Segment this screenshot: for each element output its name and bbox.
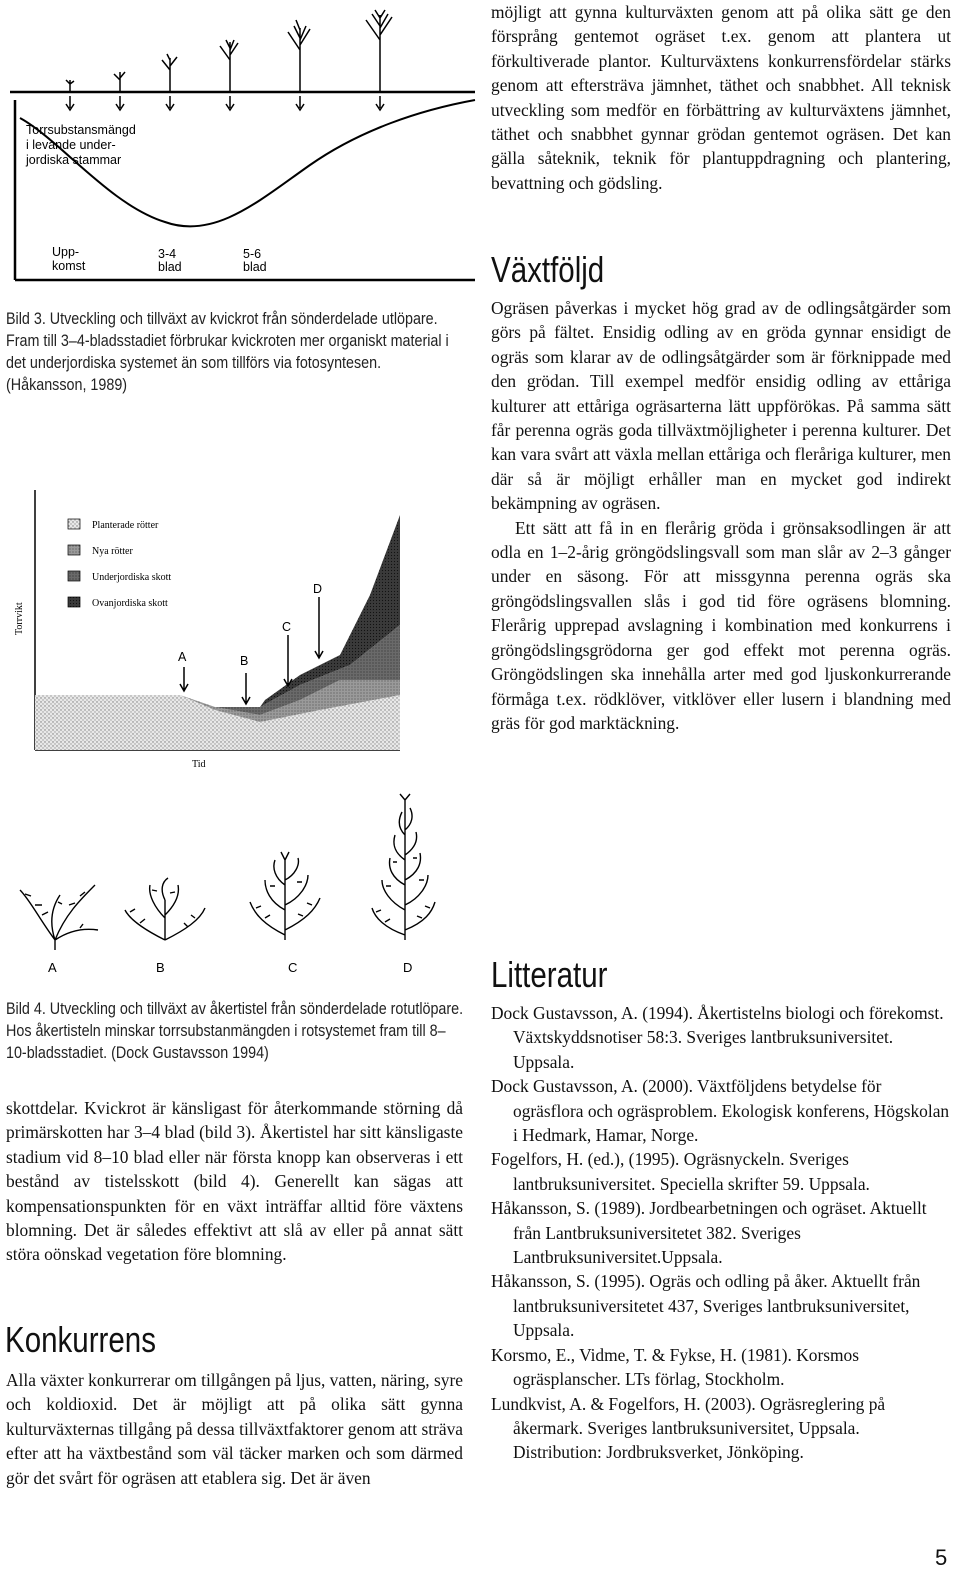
section-litteratur xyxy=(491,955,633,995)
right-column-vaxtfoljd xyxy=(491,296,951,735)
legend-swatch-3 xyxy=(68,571,80,581)
fig4-marker-b: B xyxy=(240,654,249,668)
fig3-label-2: i levande under- xyxy=(26,138,116,152)
arrows xyxy=(66,96,384,110)
legend-label-1: Planterade rötter xyxy=(92,520,159,531)
thistle-drawing xyxy=(20,790,460,980)
reference-item: Håkansson, S. (1995). Ogräs och odling på åker. Aktuellt från lantbruksuniversitetet 437, Sveriges lantbruksuniversitet, Uppsala. xyxy=(491,1271,921,1341)
reference-item: Lundkvist, A. & Fogelfors, H. (2003). Ogräsreglering på åkermark. Sveriges lantbruksuniversitet, Uppsala. Distribution: Jordbruksverket, Jönköping. xyxy=(491,1393,886,1463)
thistle-a xyxy=(20,885,98,950)
sprout-6 xyxy=(366,10,392,92)
plant-label-d: D xyxy=(403,960,413,975)
reference-list xyxy=(491,1001,951,1465)
reference-item: Fogelfors, H. (ed.), (1995). Ogräsnyckeln. Sveriges lantbruksuniversitet. Speciella skrifter 59. Uppsala. xyxy=(491,1149,870,1194)
left-paragraph-1: skottdelar. Kvickrot är känsligast för återkommande störning då primärskotten har 3–4 blad (bild 3). Åkertistel har sitt känsligaste stadium vid 8–10 blad eller när första knopp kan observeras i ett bestånd av tistelsskott (bild 4). Generellt kan sägas att kompensationspunkten för en växt inträffar alltid före växtens blomning. Det är således effektivt att slå av eller på annat sätt störa oönskad vegetation före blomning. xyxy=(6,1098,463,1265)
sprout-row xyxy=(66,10,392,92)
x-tick-uppkomst-2: komst xyxy=(52,259,86,273)
right-paragraph-top: möjligt att gynna kulturväxten genom att på olika sätt ge den försprång gentemot ogräset t.ex. genom att plantera ut förkultiverade plantor. Kulturväxtens konkurrensfördelar stärks genom att eftersträva jämnhet, täthet och snabbhet. All teknisk utveckling som medför en förbättring av kulturväxtens jämnhet, täthet och snabbhet gynnar grödan gentemot ogräsen. Det kan gälla såteknik, teknik för plantuppdragning och plantering, bevattning och gödsling. xyxy=(491,2,951,193)
plant-label-a: A xyxy=(48,960,57,975)
plant-label-b: B xyxy=(156,960,165,975)
figure-4-caption: Bild 4. Utveckling och tillväxt av åkertistel från sönderdelade rotutlöpare. Hos åkertisteln minskar torrsubstanmängden i rotsystemet fram till 8–10-bladsstadiet. (Dock Gustavsson 1994) xyxy=(6,1000,464,1062)
fig3-label-1: Torrsubstansmängd xyxy=(26,123,136,137)
page-number: 5 xyxy=(935,1545,948,1570)
legend-swatch-2 xyxy=(68,545,80,555)
fig4-x-label: Tid xyxy=(192,759,206,770)
sprout-3 xyxy=(162,54,177,92)
fig4-marker-d: D xyxy=(313,582,323,596)
left-column-2 xyxy=(6,1368,463,1490)
figure-4-diagram xyxy=(0,485,460,775)
plant-label-c: C xyxy=(288,960,298,975)
figure-3-caption: Bild 3. Utveckling och tillväxt av kvickrot från sönderdelade utlöpare. Fram till 3–4-bladsstadiet förbrukar kvickroten mer organiskt material i det underjordiska systemet än som tillförs via fotosyntesen. (Håkansson, 1989) xyxy=(6,310,449,394)
x-tick-56-1: 5-6 xyxy=(243,247,262,261)
thistle-c xyxy=(250,852,320,940)
sprout-4 xyxy=(220,40,238,92)
fig3-label-3: jordiska stammar xyxy=(26,153,122,167)
x-tick-56-2: blad xyxy=(243,260,267,274)
fig4-marker-c: C xyxy=(282,620,292,634)
legend-label-3: Underjordiska skott xyxy=(92,572,172,583)
figure-3 xyxy=(10,0,480,290)
reference-item: Korsmo, E., Vidme, T. & Fykse, H. (1981). Korsmos ogräsplanscher. LTs förlag, Stockholm. xyxy=(491,1344,860,1390)
vaxtfoljd-paragraph-1: Ogräsen påverkas i mycket hög grad av de odlingsåtgärder som görs på fältet. Ensidig odling av en gröda gynnar ensidigt de ogräs som klarar av de odlingsåtgärder som är förknippade med den grödan. Till exempel medför ensidig odling av ettåriga kulturer att ettåriga ogräsarterna lätt uppförökas. På samma sätt får perenna ogräs goda tillväxtmöjligheter i perenna kulturer. Det kan vara svårt att växla mellan ettåriga och fleråriga kulturer, men där så är möjligt erhåller man en mycket god indirekt bekämpning av ogräsen. xyxy=(491,298,951,514)
thistle-b xyxy=(125,878,205,940)
fig4-y-label: Torrvikt xyxy=(14,602,25,635)
left-paragraph-2: Alla växter konkurrerar om tillgången på ljus, vatten, näring, syre och koldioxid. Det är möjligt att på olika sätt gynna kulturväxternas tillgång på dessa tillväxtfaktorer genom att sträva efter att ha växtbestånd som väl täcker marken och som därmed gör det svårt för ogräsen att etablera sig. Det är även xyxy=(6,1370,463,1488)
sprout-2 xyxy=(114,72,125,92)
x-tick-34-2: blad xyxy=(158,260,182,274)
figure-4 xyxy=(0,485,460,775)
fig4-marker-a: A xyxy=(178,650,187,664)
reference-item: Dock Gustavsson, A. (1994). Åkertistelns biologi och förekomst. Växtskyddsnotiser 58:3. Sveriges lantbruksuniversitet. Uppsala. xyxy=(491,1003,944,1072)
reference-item: Dock Gustavsson, A. (2000). Växtföljdens betydelse för ogräsflora och ogräsproblem. Ekologisk konferens, Högskolan i Hedmark, Hamar, Norge. xyxy=(491,1076,950,1146)
legend-label-4: Ovanjordiska skott xyxy=(92,598,168,609)
right-column-top xyxy=(491,0,951,195)
vaxtfoljd-paragraph-2: Ett sätt att få in en flerårig gröda i grönsaksodlingen är att odla en 1–2-årig gröngödslingsvall som man slår av 2–3 gånger under en säsong. För att missgynna perenna ogräs ska gröngödslingsvallen slås i god tid före ogräsens blomning. Flerårig upprepad avslagning i kombination med konkurrens i gröngödslingsgrödorna ger god effekt mot perenna ogräs. Gröngödslingen ska innehålla arter med god ljuskonkurrerande förmåga t.ex. rödklöver, vitklöver eller lusern i blandning med gräs för god marktäckning. xyxy=(491,517,951,733)
heading-konkurrens: Konkurrens xyxy=(5,1319,156,1360)
sprout-1 xyxy=(66,80,74,92)
left-column xyxy=(6,1096,463,1267)
section-vaxtfoljd xyxy=(491,250,629,290)
legend-swatch-4 xyxy=(68,597,80,607)
legend-swatch-1 xyxy=(68,519,80,529)
section-konkurrens xyxy=(5,1320,189,1360)
thistle-illustrations xyxy=(20,790,460,980)
heading-litteratur: Litteratur xyxy=(491,954,608,995)
thistle-d xyxy=(372,794,435,940)
heading-vaxtfoljd: Växtföljd xyxy=(491,249,605,290)
x-tick-34-1: 3-4 xyxy=(158,247,177,261)
figure-3-diagram xyxy=(10,0,480,290)
reference-item: Håkansson, S. (1989). Jordbearbetningen och ogräset. Aktuellt från Lantbruksuniversitetet 382. Sveriges Lantbruksuniversitet.Uppsala. xyxy=(491,1198,927,1268)
legend-label-2: Nya rötter xyxy=(92,546,133,557)
x-tick-uppkomst-1: Upp- xyxy=(52,245,80,259)
sprout-5 xyxy=(288,20,310,92)
